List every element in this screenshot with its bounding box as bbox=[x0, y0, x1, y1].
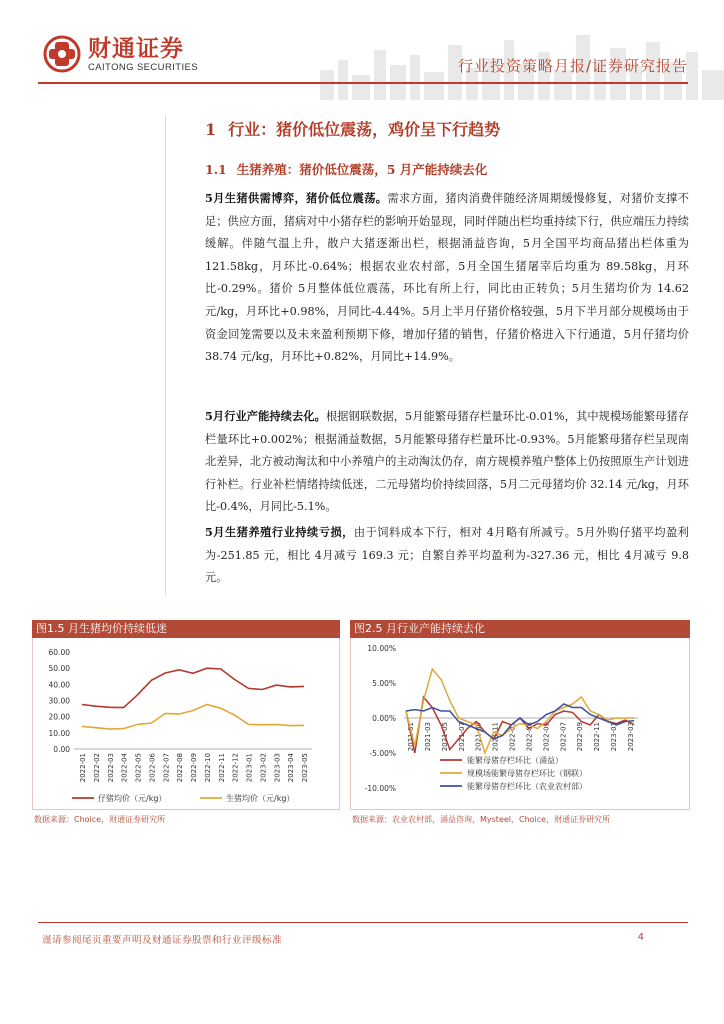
y-tick-label: -10.00% bbox=[364, 784, 396, 793]
x-tick-label: 2023-02 bbox=[259, 753, 268, 783]
paragraph-body: 需求方面，猪肉消费伴随经济周期缓慢修复，对猪价支撑不足；供应方面，猪病对中小猪存栏的影响开始显现，同时伴随出栏均重持续下行，供应端压力持续缓解。伴随气温上升，散户大猪逐渐出栏，根据涌益咨询，5月全国平均商品猪出栏体重为 121.58kg，月环比-0.64%；根据农业农村部，5月全国生猪屠宰后均重为 89.58kg，月环比-0.29%。猪价 5月整体低位震荡，环比有所上行，同比由正转负；5月生猪均价为 14.62 元/kg，月环比+0.98%，月同比-4.44%。5月上半月仔猪价格较强，5月下半月部分规模场由于资金回笼需要以及未来盈利预期下修，增加仔猪的销售，仔猪价格进入下行通道，5月仔猪均价 38.74 元/kg，月环比+0.82%，月同比+14.9%。 bbox=[205, 192, 689, 364]
y-tick-label: 20.00 bbox=[48, 712, 70, 722]
y-tick-label: -5.00% bbox=[369, 749, 396, 758]
series-line-0 bbox=[82, 668, 304, 707]
paragraph-lead: 5月行业产能持续去化。 bbox=[205, 409, 326, 423]
paragraph-body: 根据钢联数据，5月能繁母猪存栏量环比-0.01%，其中规模场能繁母猪存栏量环比+0.002%；根据涌益数据，5月能繁母猪存栏量环比-0.93%。5月能繁母猪存栏呈现南北差异，北方被动淘汰和中小养殖户的主动淘汰仍存，南方规模养殖户整体上仍按照原生产计划进行补栏。行业补栏情绪持续低迷，二元母猪均价持续回落，5月二元母猪均价 32.14 元/kg，月环比-0.4%，月同比-5.1%。 bbox=[205, 410, 689, 514]
x-tick-label: 2022-07 bbox=[162, 753, 171, 783]
x-tick-label: 2021-09 bbox=[474, 722, 483, 752]
x-tick-label: 2022-06 bbox=[148, 753, 157, 783]
section-number: 1 bbox=[205, 120, 217, 139]
y-tick-label: 60.00 bbox=[48, 648, 70, 657]
sow-inventory-chart bbox=[350, 638, 690, 810]
left-margin-rule bbox=[165, 115, 166, 595]
figure-right-title: 图2.5 月行业产能持续去化 bbox=[350, 620, 690, 638]
header-divider bbox=[38, 82, 688, 84]
paragraph-capacity bbox=[205, 405, 689, 519]
x-tick-label: 2022-12 bbox=[231, 753, 240, 783]
legend-label: 仔猪均价（元/kg） bbox=[98, 794, 167, 803]
footer-divider bbox=[38, 922, 688, 923]
paragraph-lead: 5月生猪养殖行业持续亏损， bbox=[205, 525, 354, 539]
x-tick-label: 2022-05 bbox=[134, 753, 143, 783]
y-tick-label: 5.00% bbox=[372, 679, 396, 688]
logo-en-text: CAITONG SECURITIES bbox=[88, 61, 198, 73]
legend-label: 生猪均价（元/kg） bbox=[226, 794, 295, 803]
y-tick-label: 0.00 bbox=[53, 745, 70, 754]
x-tick-label: 2022-03 bbox=[106, 753, 115, 783]
paragraph-lead: 5月生猪供需博弈，猪价低位震荡。 bbox=[205, 191, 388, 205]
x-tick-label: 2023-03 bbox=[627, 722, 635, 752]
x-tick-label: 2022-11 bbox=[593, 722, 602, 752]
y-tick-label: 30.00 bbox=[48, 696, 70, 706]
subsection-title: 生猪养殖：猪价低位震荡，5 月产能持续去化 bbox=[236, 162, 488, 177]
pig-price-chart bbox=[32, 638, 340, 810]
x-tick-label: 2022-01 bbox=[508, 722, 517, 752]
x-tick-label: 2021-07 bbox=[457, 722, 466, 752]
x-tick-label: 2023-04 bbox=[287, 753, 296, 783]
x-tick-label: 2022-08 bbox=[176, 753, 185, 783]
y-tick-label: 10.00% bbox=[367, 644, 396, 653]
x-tick-label: 2022-11 bbox=[217, 753, 226, 783]
x-tick-label: 2022-04 bbox=[120, 753, 129, 783]
x-tick-label: 2022-09 bbox=[576, 722, 585, 752]
x-tick-label: 2022-07 bbox=[559, 722, 568, 752]
x-tick-label: 2022-03 bbox=[525, 722, 534, 752]
x-tick-label: 2022-10 bbox=[203, 753, 212, 783]
section-title: 行业：猪价低位震荡，鸡价呈下行趋势 bbox=[228, 120, 501, 139]
y-tick-label: 10.00 bbox=[48, 728, 70, 738]
caitong-logo-icon bbox=[42, 34, 82, 74]
x-tick-label: 2023-05 bbox=[301, 753, 309, 783]
page-number: 4 bbox=[637, 932, 644, 943]
subsection-heading bbox=[205, 160, 487, 178]
logo-cn-text: 财通证券 bbox=[88, 35, 184, 62]
x-tick-label: 2022-09 bbox=[190, 753, 198, 783]
figure-left-source: 数据来源：Choice，财通证券研究所 bbox=[34, 815, 166, 824]
y-tick-label: 50.00 bbox=[48, 664, 70, 674]
x-tick-label: 2023-03 bbox=[273, 753, 282, 783]
paragraph-supply-demand bbox=[205, 187, 689, 369]
x-tick-label: 2022-01 bbox=[79, 753, 87, 783]
x-tick-label: 2021-05 bbox=[440, 722, 449, 752]
x-tick-label: 2023-01 bbox=[610, 722, 619, 752]
x-tick-label: 2021-03 bbox=[423, 722, 432, 752]
x-tick-label: 2021-11 bbox=[491, 722, 500, 752]
legend-label: 能繁母猪存栏环比（农业农村部） bbox=[467, 782, 587, 791]
x-tick-label: 2021-01 bbox=[407, 722, 415, 752]
subsection-number: 1.1 bbox=[205, 162, 227, 177]
paragraph-profit bbox=[205, 521, 689, 590]
y-tick-label: 0.00% bbox=[372, 714, 396, 723]
report-type-label: 行业投资策略月报/证券研究报告 bbox=[457, 57, 688, 75]
section-heading bbox=[205, 117, 500, 140]
figure-right-source: 数据来源：农业农村部，涌益咨询，Mysteel，Choice，财通证券研究所 bbox=[352, 815, 611, 824]
x-tick-label: 2022-02 bbox=[92, 753, 101, 783]
x-tick-label: 2023-01 bbox=[245, 753, 254, 783]
x-tick-label: 2022-05 bbox=[542, 722, 551, 752]
y-tick-label: 40.00 bbox=[48, 680, 70, 690]
footer-disclaimer: 谨请参阅尾页重要声明及财通证券股票和行业评级标准 bbox=[42, 935, 283, 946]
figure-left-title: 图1.5 月生猪均价持续低迷 bbox=[32, 620, 340, 638]
legend-label: 能繁母猪存栏环比（涌益） bbox=[467, 756, 563, 765]
company-logo bbox=[42, 34, 198, 74]
paragraph-body: 由于饲料成本下行，相对 4月略有所减亏。5月外购仔猪平均盈利为-251.85 元，相比 4月减亏 169.3 元；自繁自养平均盈利为-327.36 元，相比 4月减亏 9.8 元。 bbox=[205, 526, 689, 585]
legend-label: 规模场能繁母猪存栏环比（钢联） bbox=[467, 769, 587, 778]
